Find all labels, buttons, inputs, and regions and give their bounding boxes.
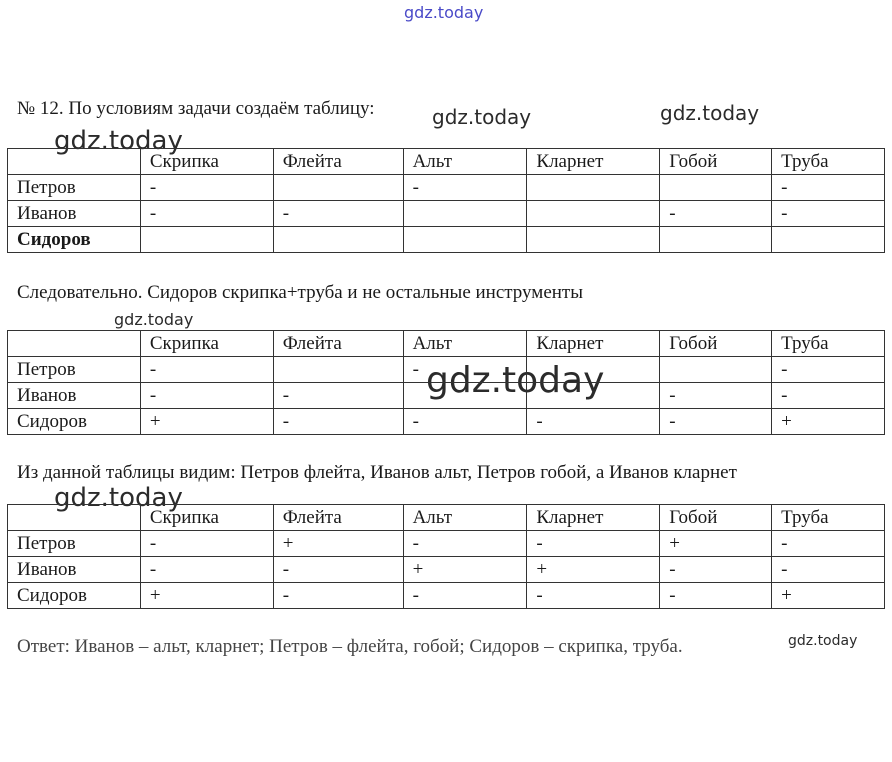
table-cell (527, 201, 660, 227)
header-cell: Флейта (273, 331, 403, 357)
table-cell: - (527, 531, 660, 557)
table-cell (527, 227, 660, 253)
table-cell: - (772, 357, 885, 383)
table-cell: - (403, 531, 527, 557)
table-cell (527, 383, 660, 409)
table-cell (140, 227, 273, 253)
header-cell: Кларнет (527, 505, 660, 531)
header-cell: Скрипка (140, 505, 273, 531)
table-cell (403, 383, 527, 409)
table-row (8, 357, 885, 383)
table-cell: - (140, 383, 273, 409)
table-row (8, 409, 885, 435)
conclusion-text: Следовательно. Сидоров скрипка+труба и не остальные инструменты (17, 282, 583, 303)
table-cell: - (140, 175, 273, 201)
header-cell: Флейта (273, 505, 403, 531)
watermark-top: gdz.today (404, 3, 484, 22)
header-cell (8, 331, 141, 357)
table-intermediate (7, 330, 885, 435)
header-cell: Скрипка (140, 331, 273, 357)
row-name-cell: Петров (8, 531, 141, 557)
header-cell: Флейта (273, 149, 403, 175)
table-cell: - (140, 201, 273, 227)
table-cell: - (403, 175, 527, 201)
header-cell: Кларнет (527, 331, 660, 357)
header-cell (8, 149, 141, 175)
table-header-row (8, 149, 885, 175)
table-row (8, 383, 885, 409)
table-cell: - (140, 557, 273, 583)
table-cell: + (140, 583, 273, 609)
header-cell: Альт (403, 149, 527, 175)
table-cell: - (772, 531, 885, 557)
table-initial (7, 148, 885, 253)
watermark: gdz.today (788, 633, 858, 649)
table-cell: + (772, 583, 885, 609)
header-cell: Гобой (660, 331, 772, 357)
table-row (8, 201, 885, 227)
table-cell: - (140, 531, 273, 557)
table-header-row (8, 505, 885, 531)
table-cell: - (273, 201, 403, 227)
watermark: gdz.today (660, 101, 760, 125)
header-cell: Альт (403, 331, 527, 357)
table-row (8, 175, 885, 201)
table-cell: - (527, 583, 660, 609)
table-cell (660, 175, 772, 201)
watermark: gdz.today (54, 126, 183, 156)
table-cell: - (273, 383, 403, 409)
table-row (8, 531, 885, 557)
table-cell: + (660, 531, 772, 557)
header-cell: Кларнет (527, 149, 660, 175)
header-cell: Скрипка (140, 149, 273, 175)
table-cell: + (273, 531, 403, 557)
watermark: gdz.today (426, 360, 605, 401)
table-cell: + (527, 557, 660, 583)
row-name-cell: Петров (8, 175, 141, 201)
row-name-cell: Сидоров (8, 583, 141, 609)
table-cell (403, 201, 527, 227)
table-row (8, 583, 885, 609)
table-cell: - (772, 175, 885, 201)
watermark: gdz.today (432, 105, 532, 129)
table-row (8, 557, 885, 583)
table-cell: - (660, 201, 772, 227)
header-cell: Гобой (660, 149, 772, 175)
header-cell: Альт (403, 505, 527, 531)
row-name-cell: Иванов (8, 201, 141, 227)
table-cell (660, 357, 772, 383)
problem-intro: № 12. По условиям задачи создаём таблицу: (17, 98, 375, 119)
table-cell (527, 175, 660, 201)
conclusion-text: Из данной таблицы видим: Петров флейта, Иванов альт, Петров гобой, а Иванов кларнет (17, 462, 737, 483)
table-cell (403, 227, 527, 253)
table-cell: - (273, 409, 403, 435)
table-cell: - (772, 557, 885, 583)
answer-text: Ответ: Иванов – альт, кларнет; Петров – флейта, гобой; Сидоров – скрипка, труба. (17, 636, 683, 657)
table-cell: + (772, 409, 885, 435)
header-cell (8, 505, 141, 531)
table-cell: - (403, 357, 527, 383)
table-cell: - (660, 383, 772, 409)
watermark: gdz.today (114, 310, 194, 329)
table-row (8, 227, 885, 253)
table-cell: - (527, 409, 660, 435)
table-cell (273, 357, 403, 383)
table-cell: - (772, 201, 885, 227)
header-cell: Труба (772, 149, 885, 175)
table-cell: + (140, 409, 273, 435)
table-cell (527, 357, 660, 383)
row-name-cell: Иванов (8, 557, 141, 583)
table-cell: - (660, 583, 772, 609)
row-name-cell: Иванов (8, 383, 141, 409)
table-cell: - (403, 583, 527, 609)
row-name-cell: Петров (8, 357, 141, 383)
row-name-cell: Сидоров (8, 409, 141, 435)
table-cell: + (403, 557, 527, 583)
table-cell: - (660, 409, 772, 435)
table-cell: - (772, 383, 885, 409)
row-name-cell: Сидоров (8, 227, 141, 253)
header-cell: Гобой (660, 505, 772, 531)
table-cell (273, 227, 403, 253)
watermark: gdz.today (54, 483, 183, 513)
header-cell: Труба (772, 331, 885, 357)
table-cell (772, 227, 885, 253)
table-cell (660, 227, 772, 253)
table-cell: - (273, 557, 403, 583)
table-cell: - (660, 557, 772, 583)
table-cell (273, 175, 403, 201)
table-header-row (8, 331, 885, 357)
header-cell: Труба (772, 505, 885, 531)
table-cell: - (273, 583, 403, 609)
table-cell: - (140, 357, 273, 383)
table-cell: - (403, 409, 527, 435)
table-final (7, 504, 885, 609)
